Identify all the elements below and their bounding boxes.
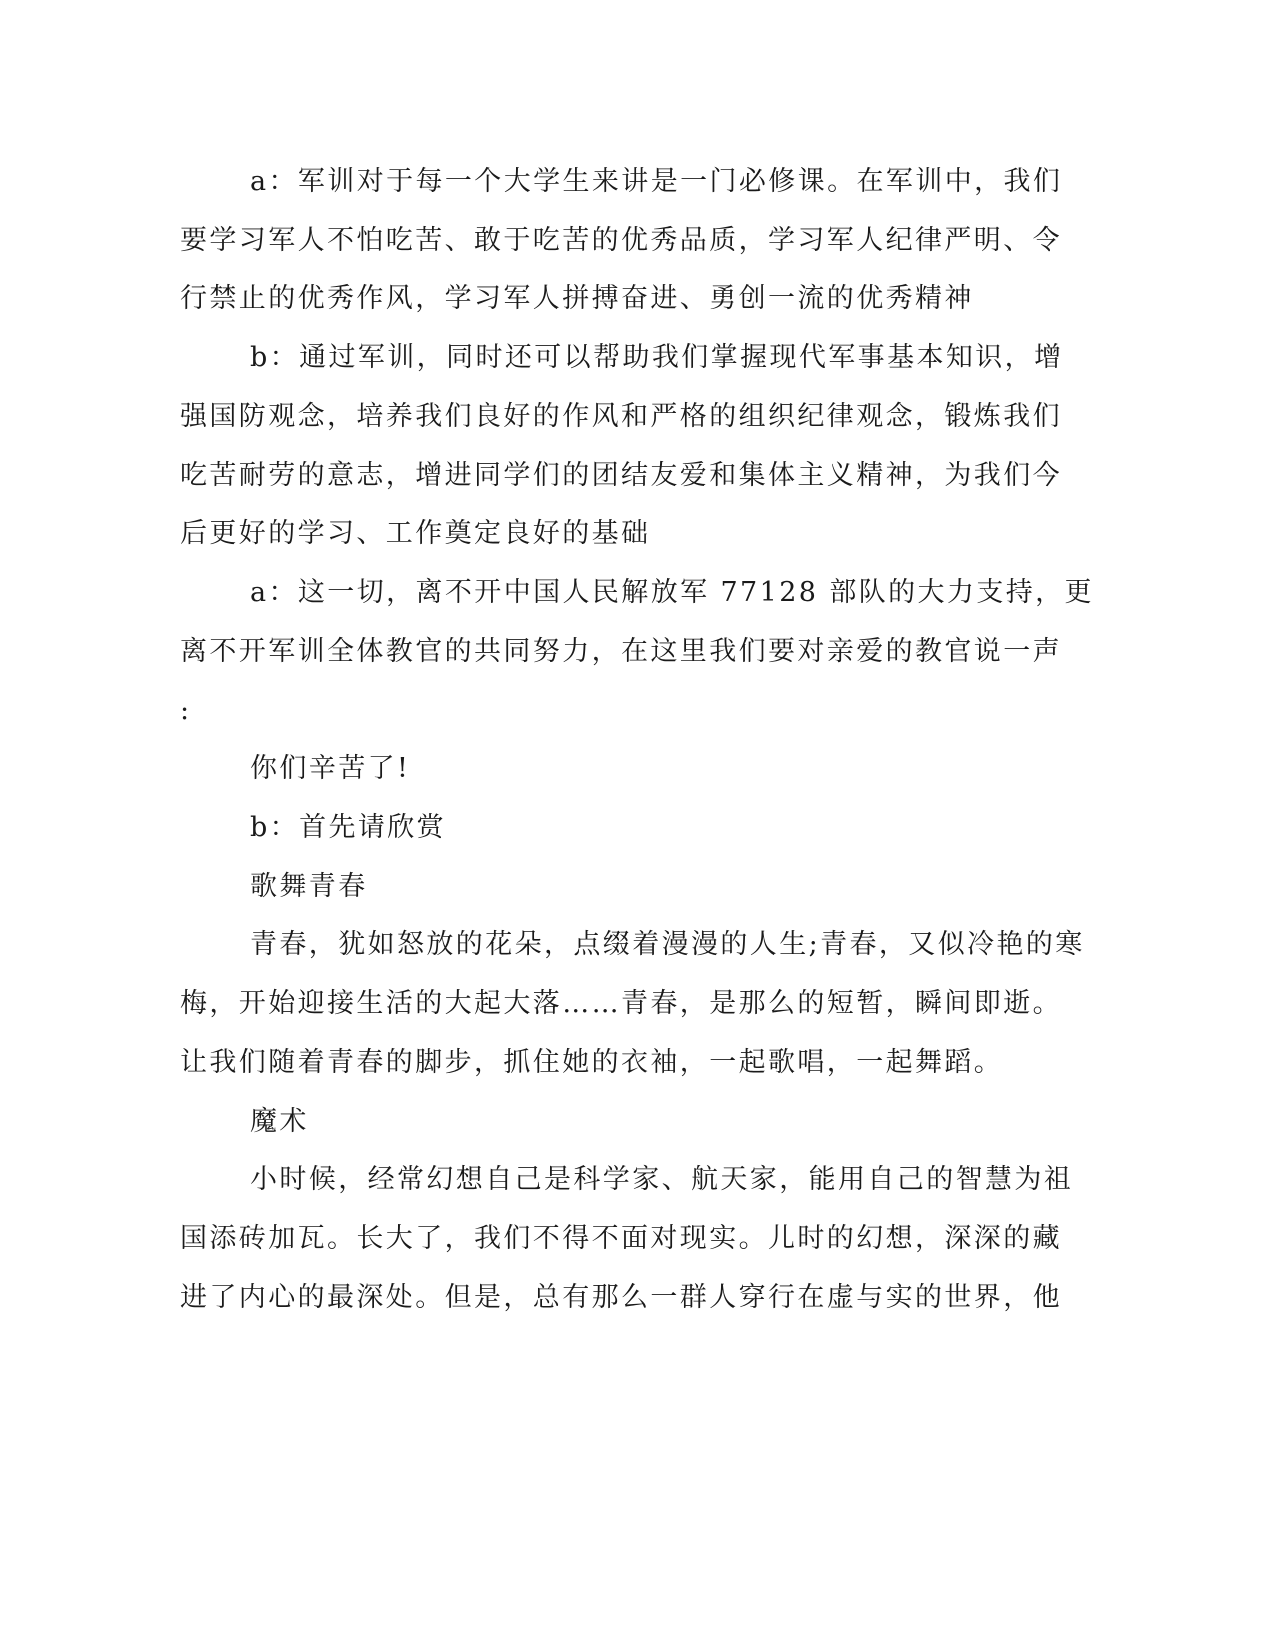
text-line: 吃苦耐劳的意志，增进同学们的团结友爱和集体主义精神，为我们今: [180, 460, 1062, 491]
text-line: a：军训对于每一个大学生来讲是一门必修课。在军训中，我们: [250, 166, 1063, 197]
section-heading: 歌舞青春: [250, 871, 368, 902]
text-line: 你们辛苦了!: [250, 753, 411, 784]
text-line: 梅，开始迎接生活的大起大落……青春，是那么的短暂，瞬间即逝。: [180, 988, 1062, 1019]
text-line: 后更好的学习、工作奠定良好的基础: [180, 518, 651, 549]
text-line: 让我们随着青春的脚步，抓住她的衣袖，一起歌唱，一起舞蹈。: [180, 1047, 1004, 1078]
text-line: 行禁止的优秀作风，学习军人拼搏奋进、勇创一流的优秀精神: [180, 283, 974, 314]
text-line: 进了内心的最深处。但是，总有那么一群人穿行在虚与实的世界，他: [180, 1282, 1062, 1313]
text-line: 要学习军人不怕吃苦、敢于吃苦的优秀品质，学习军人纪律严明、令: [180, 225, 1062, 256]
text-line: 青春，犹如怒放的花朵，点缀着漫漫的人生;青春，又似冷艳的寒: [250, 929, 1085, 960]
text-line: 离不开军训全体教官的共同努力，在这里我们要对亲爱的教官说一声: [180, 636, 1062, 667]
text-line: 强国防观念，培养我们良好的作风和严格的组织纪律观念，锻炼我们: [180, 401, 1062, 432]
text-line: b：首先请欣赏: [250, 812, 447, 843]
text-line: 国添砖加瓦。长大了，我们不得不面对现实。儿时的幻想，深深的藏: [180, 1223, 1062, 1254]
section-heading: 魔术: [250, 1106, 309, 1137]
text-line: 小时候，经常幻想自己是科学家、航天家，能用自己的智慧为祖: [250, 1164, 1074, 1195]
text-line: :: [180, 695, 192, 726]
text-line: b：通过军训，同时还可以帮助我们掌握现代军事基本知识，增: [250, 342, 1064, 373]
text-line: a：这一切，离不开中国人民解放军 77128 部队的大力支持，更: [250, 577, 1094, 608]
